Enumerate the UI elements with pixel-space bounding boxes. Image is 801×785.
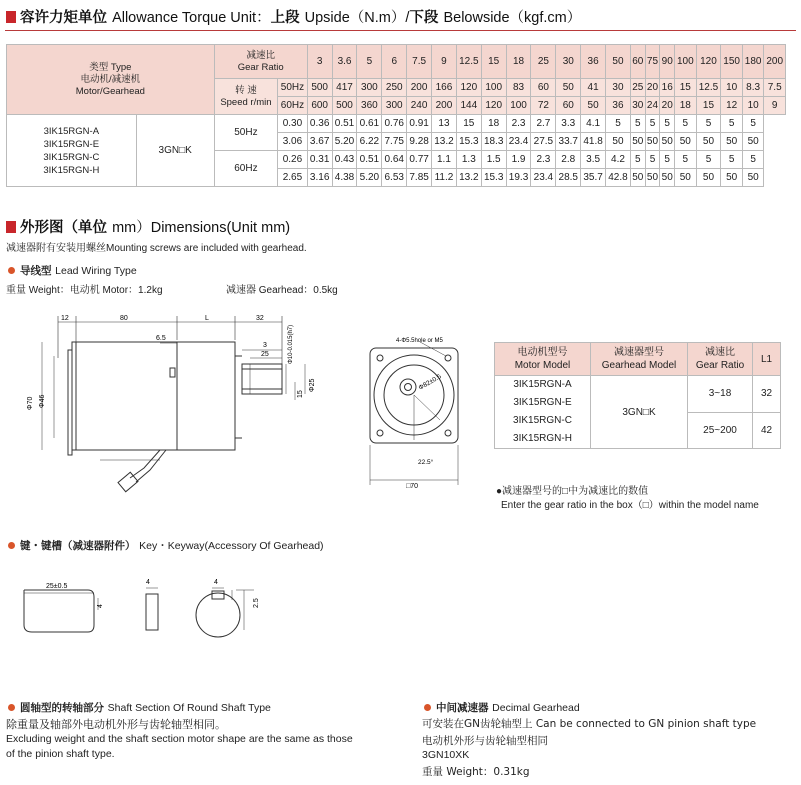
speed-cell: 50 <box>581 97 606 115</box>
dim-15: 15 <box>297 390 304 398</box>
torque-cell: 5 <box>630 115 645 133</box>
torque-cell: 1.9 <box>506 151 531 169</box>
torque-cell: 5 <box>606 115 631 133</box>
dim-phi10: Φ10-0.015(h7) <box>288 324 294 364</box>
torque-cell: 2.7 <box>531 115 556 133</box>
torque-table <box>6 44 786 187</box>
round-shaft-heading: 圆轴型的转轴部分 Shaft Section Of Round Shaft Type <box>8 700 271 715</box>
col-l1: L1 <box>753 343 781 376</box>
ratio-range-1: 3~18 <box>688 376 753 413</box>
torque-cell: 3.16 <box>307 169 332 187</box>
motor-model-list: 3IK15RGN-A 3IK15RGN-E 3IK15RGN-C 3IK15RGN-H <box>495 376 591 449</box>
torque-cell: 18 <box>481 115 506 133</box>
torque-cell: 50 <box>645 133 660 151</box>
speed-cell: 100 <box>481 79 506 97</box>
ratio-cell: 6 <box>382 45 407 79</box>
speed-cell: 50 <box>556 79 581 97</box>
speed-cell: 12.5 <box>696 79 721 97</box>
torque-cell: 50 <box>742 133 763 151</box>
torque-cell: 42.8 <box>606 169 631 187</box>
speed-cell: 12 <box>721 97 742 115</box>
section-marker-icon <box>6 11 16 23</box>
torque-cell: 0.26 <box>278 151 308 169</box>
dim-3: 3 <box>263 342 267 349</box>
square-70: □70 <box>406 483 419 490</box>
torque-cell: 15.3 <box>456 133 481 151</box>
torque-cell: 23.4 <box>506 133 531 151</box>
decimal-line3: 3GN10XK <box>422 749 470 761</box>
torque-cell: 2.65 <box>278 169 308 187</box>
torque-cell: 6.53 <box>382 169 407 187</box>
hz60-row-label: 60Hz <box>214 151 277 187</box>
model-name: 3IK15RGN-E <box>43 138 100 150</box>
bullet-icon <box>8 542 15 549</box>
ratio-cell: 15 <box>481 45 506 79</box>
speed-cell: 10 <box>721 79 742 97</box>
speed-cell: 120 <box>456 79 481 97</box>
torque-cell: 5.20 <box>332 133 357 151</box>
torque-cell: 5 <box>630 151 645 169</box>
ratio-cell: 120 <box>696 45 721 79</box>
model-name: 3IK15RGN-A <box>43 125 100 137</box>
model-list <box>7 115 137 187</box>
torque-cell: 5 <box>645 115 660 133</box>
torque-cell: 5 <box>660 115 675 133</box>
torque-cell: 41.8 <box>581 133 606 151</box>
dim-12: 12 <box>61 315 69 322</box>
torque-cell: 15 <box>456 115 481 133</box>
speed-cell: 250 <box>382 79 407 97</box>
hz50-label: 50Hz <box>278 79 308 97</box>
round-shaft-line2: Excluding weight and the shaft section motor shape are the same as those <box>6 733 353 745</box>
ratio-cell: 150 <box>721 45 742 79</box>
pcd-label: Φ82±0.5 <box>417 373 443 392</box>
speed-header <box>214 79 277 115</box>
ratio-cell: 12.5 <box>456 45 481 79</box>
model-name: 3IK15RGN-H <box>43 164 100 176</box>
torque-cell: 50 <box>606 133 631 151</box>
torque-cell: 50 <box>742 169 763 187</box>
speed-cell: 72 <box>531 97 556 115</box>
speed-cell: 300 <box>382 97 407 115</box>
torque-cell: 5 <box>696 151 721 169</box>
key-width: 4 <box>146 579 150 586</box>
motor-cn: 电动机/减速机 <box>80 73 141 85</box>
ratio-cell: 60 <box>630 45 645 79</box>
torque-cell: 5 <box>696 115 721 133</box>
col-gear-model: 减速器型号 Gearhead Model <box>591 343 688 376</box>
speed-cell: 9 <box>764 97 786 115</box>
torque-cell: 5 <box>675 115 696 133</box>
torque-cell: 50 <box>696 169 721 187</box>
torque-cell: 2.3 <box>531 151 556 169</box>
mounting-note: 减速器附有安装用螺丝Mounting screws are included with gearhead. <box>6 243 307 254</box>
torque-cell: 0.91 <box>407 115 432 133</box>
motor-weight: 重量 Weight：电动机 Motor：1.2kg <box>6 285 163 296</box>
speed-cell: 30 <box>630 97 645 115</box>
dimensions-section-title: 外形图（单位 mm）Dimensions(Unit mm) <box>6 216 290 237</box>
torque-cell: 3.5 <box>581 151 606 169</box>
speed-cell: 240 <box>407 97 432 115</box>
speed-cell: 83 <box>506 79 531 97</box>
torque-cell: 0.36 <box>307 115 332 133</box>
torque-cell: 9.28 <box>407 133 432 151</box>
ratio-cell: 25 <box>531 45 556 79</box>
col-motor-model: 电动机型号 Motor Model <box>495 343 591 376</box>
torque-cell: 5 <box>660 151 675 169</box>
decimal-line1: 可安装在GN齿轮轴型上 Can be connected to GN pinion shaft type <box>422 718 757 730</box>
type-header <box>7 45 215 115</box>
bullet-icon <box>8 704 15 711</box>
speed-cell: 360 <box>357 97 382 115</box>
motor-en: Motor/Gearhead <box>75 85 145 97</box>
speed-cell: 15 <box>675 79 696 97</box>
key-length: 25±0.5 <box>46 583 68 590</box>
dim-phi46: Φ46 <box>39 394 46 408</box>
gearhead-model: 3GN□K <box>136 115 214 187</box>
torque-cell: 13.2 <box>432 133 457 151</box>
speed-cell: 166 <box>432 79 457 97</box>
torque-cell: 5 <box>721 115 742 133</box>
round-shaft-line1: 除重量及轴部外电动机外形与齿轮轴型相同。 <box>6 718 226 731</box>
torque-cell: 50 <box>696 133 721 151</box>
speed-cell: 20 <box>645 79 660 97</box>
type-en: Type <box>110 61 132 73</box>
dim-25: 25 <box>261 351 269 358</box>
speed-cell: 500 <box>332 97 357 115</box>
dim-6.5: 6.5 <box>156 335 166 342</box>
hole-spec: 4-Φ5.5hole or M5 <box>396 338 443 344</box>
round-shaft-line3: of the pinion shaft type. <box>6 748 115 760</box>
torque-cell: 0.30 <box>278 115 308 133</box>
hz50-row-label: 50Hz <box>214 115 277 151</box>
ratio-cell: 75 <box>645 45 660 79</box>
decimal-gearhead-heading: 中间减速器 Decimal Gearhead <box>424 700 580 715</box>
torque-cell: 50 <box>675 133 696 151</box>
torque-cell: 13 <box>432 115 457 133</box>
torque-cell: 50 <box>660 133 675 151</box>
dim-L: L <box>205 315 209 322</box>
speed-cell: 100 <box>506 97 531 115</box>
torque-cell: 3.3 <box>556 115 581 133</box>
ratio-cell: 30 <box>556 45 581 79</box>
torque-cell: 13.2 <box>456 169 481 187</box>
speed-cn: 转 速 <box>235 84 257 96</box>
speed-cell: 15 <box>696 97 721 115</box>
torque-cell: 15.3 <box>481 169 506 187</box>
torque-cell: 33.7 <box>556 133 581 151</box>
torque-cell: 50 <box>645 169 660 187</box>
ratio-cell: 18 <box>506 45 531 79</box>
torque-cell: 11.2 <box>432 169 457 187</box>
speed-cell: 16 <box>660 79 675 97</box>
key-height: 4 <box>97 604 104 608</box>
motor-side-view-drawing <box>20 310 340 500</box>
speed-cell: 24 <box>645 97 660 115</box>
ratio-cell: 180 <box>742 45 763 79</box>
ratio-cn: 减速比 <box>246 49 275 61</box>
dim-phi70: Φ70 <box>27 396 34 410</box>
torque-cell: 50 <box>660 169 675 187</box>
torque-cell: 0.76 <box>382 115 407 133</box>
decimal-line2: 电动机外形与齿轮轴型相同 <box>422 735 548 747</box>
torque-cell: 0.77 <box>407 151 432 169</box>
speed-cell: 144 <box>456 97 481 115</box>
speed-cell: 120 <box>481 97 506 115</box>
gear-ratio-note-en: Enter the gear ratio in the box（□）within the model name <box>501 500 759 511</box>
ratio-cell: 100 <box>675 45 696 79</box>
l1-value-1: 32 <box>753 376 781 413</box>
ratio-header <box>214 45 307 79</box>
angle-label: 22.5° <box>418 459 434 466</box>
speed-cell: 417 <box>332 79 357 97</box>
speed-cell: 200 <box>407 79 432 97</box>
ratio-cell: 200 <box>764 45 786 79</box>
speed-cell: 30 <box>606 79 631 97</box>
torque-cell: 0.61 <box>357 115 382 133</box>
torque-cell: 5 <box>675 151 696 169</box>
section-marker-icon <box>6 221 16 233</box>
gearhead-model: 3GN□K <box>591 376 688 449</box>
torque-cell: 1.5 <box>481 151 506 169</box>
torque-cell: 0.31 <box>307 151 332 169</box>
torque-cell: 50 <box>675 169 696 187</box>
speed-cell: 500 <box>307 79 332 97</box>
torque-cell: 35.7 <box>581 169 606 187</box>
model-name: 3IK15RGN-C <box>43 151 100 163</box>
torque-cell: 7.75 <box>382 133 407 151</box>
torque-cell: 0.51 <box>332 115 357 133</box>
torque-cell: 0.64 <box>382 151 407 169</box>
speed-cell: 41 <box>581 79 606 97</box>
torque-cell: 23.4 <box>531 169 556 187</box>
torque-cell: 1.3 <box>456 151 481 169</box>
col-ratio: 减速比 Gear Ratio <box>688 343 753 376</box>
key-keyway-drawing <box>18 570 288 650</box>
speed-cell: 7.5 <box>764 79 786 97</box>
speed-cell: 20 <box>660 97 675 115</box>
torque-section-title: 容许力矩单位 Allowance Torque Unit：上段 Upside（N.m）/下段 Belowside（kgf.cm） <box>6 6 581 27</box>
torque-cell: 18.3 <box>481 133 506 151</box>
torque-cell: 6.22 <box>357 133 382 151</box>
speed-cell: 600 <box>307 97 332 115</box>
speed-cell: 8.3 <box>742 79 763 97</box>
lead-wiring-heading: 导线型 Lead Wiring Type <box>8 263 137 278</box>
hz60-label: 60Hz <box>278 97 308 115</box>
decimal-line4: 重量 Weight：0.31kg <box>422 766 530 778</box>
ratio-en: Gear Ratio <box>237 61 284 73</box>
speed-cell: 60 <box>531 79 556 97</box>
ratio-cell: 5 <box>357 45 382 79</box>
torque-cell: 0.51 <box>357 151 382 169</box>
ratio-cell: 3.6 <box>332 45 357 79</box>
gear-ratio-note-cn: ●减速器型号的□中为减速比的数值 <box>496 486 649 497</box>
torque-cell: 5 <box>742 115 763 133</box>
torque-cell: 50 <box>721 169 742 187</box>
ratio-cell: 36 <box>581 45 606 79</box>
speed-cell: 60 <box>556 97 581 115</box>
torque-cell: 4.1 <box>581 115 606 133</box>
key-heading: 键・键槽（减速器附件） Key・Keyway(Accessory Of Gearhead) <box>8 538 324 553</box>
torque-cell: 5 <box>721 151 742 169</box>
torque-cell: 5 <box>742 151 763 169</box>
dim-phi25: Φ25 <box>309 378 316 392</box>
gearhead-weight: 减速器 Gearhead：0.5kg <box>226 285 338 296</box>
torque-cell: 0.43 <box>332 151 357 169</box>
speed-cell: 10 <box>742 97 763 115</box>
dim-32: 32 <box>256 315 264 322</box>
torque-cell: 1.1 <box>432 151 457 169</box>
bullet-icon <box>8 267 15 274</box>
model-table <box>494 342 781 449</box>
bullet-icon <box>424 704 431 711</box>
torque-cell: 3.06 <box>278 133 308 151</box>
speed-cell: 18 <box>675 97 696 115</box>
ratio-cell: 7.5 <box>407 45 432 79</box>
torque-cell: 28.5 <box>556 169 581 187</box>
speed-en: Speed r/min <box>220 96 272 108</box>
torque-cell: 2.8 <box>556 151 581 169</box>
torque-cell: 3.67 <box>307 133 332 151</box>
torque-cell: 4.2 <box>606 151 631 169</box>
speed-cell: 36 <box>606 97 631 115</box>
torque-cell: 5.20 <box>357 169 382 187</box>
torque-cell: 19.3 <box>506 169 531 187</box>
torque-cell: 4.38 <box>332 169 357 187</box>
l1-value-2: 42 <box>753 412 781 449</box>
torque-cell: 50 <box>630 133 645 151</box>
torque-cell: 7.85 <box>407 169 432 187</box>
speed-cell: 25 <box>630 79 645 97</box>
torque-cell: 27.5 <box>531 133 556 151</box>
speed-cell: 200 <box>432 97 457 115</box>
ratio-cell: 50 <box>606 45 631 79</box>
divider <box>5 30 796 31</box>
torque-cell: 50 <box>721 133 742 151</box>
ratio-cell: 9 <box>432 45 457 79</box>
torque-cell: 2.3 <box>506 115 531 133</box>
speed-cell: 300 <box>357 79 382 97</box>
ratio-cell: 3 <box>307 45 332 79</box>
type-cn: 类型 <box>89 61 109 73</box>
motor-front-view-drawing <box>360 330 480 490</box>
torque-cell: 5 <box>645 151 660 169</box>
dim-80: 80 <box>120 315 128 322</box>
keyway-depth: 2.5 <box>253 598 260 608</box>
torque-cell: 50 <box>630 169 645 187</box>
ratio-cell: 90 <box>660 45 675 79</box>
ratio-range-2: 25~200 <box>688 412 753 449</box>
keyway-width: 4 <box>214 579 218 586</box>
